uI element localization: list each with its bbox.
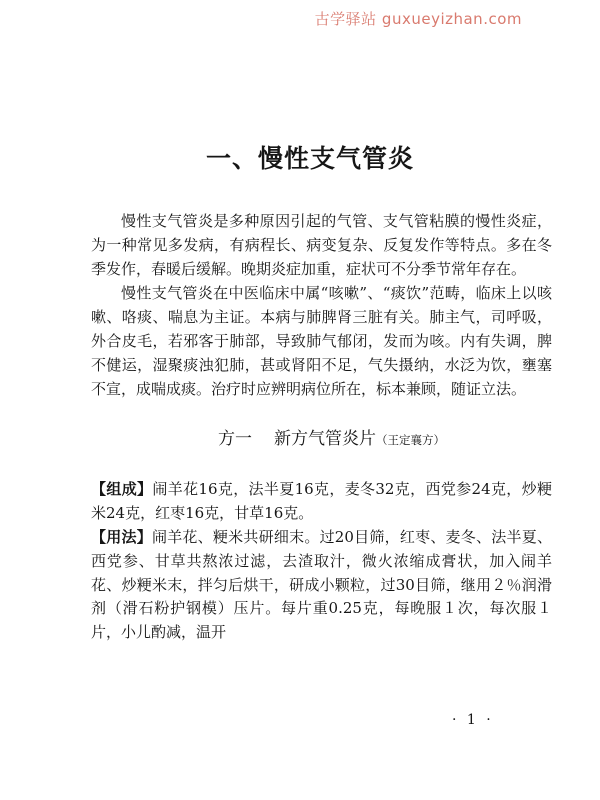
intro-paragraph: 慢性支气管炎是多种原因引起的气管、支气管粘膜的慢性炎症，为一种常见多发病，有病程长、病变复杂、反复发作等特点。多在冬季发作，春暖后缓解。晚期炎症加重，症状可不分季节常年存在。 xyxy=(91,212,552,278)
chapter-title: 一、慢性支气管炎 xyxy=(205,144,414,173)
page-body xyxy=(91,210,552,645)
tcm-paragraph: 慢性支气管炎在中医临床中属“咳嗽”、“痰饮”范畴，临床上以咳嗽、咯痰、喘息为主证。本病与肺脾肾三脏有关。肺主气，司呼吸，外合皮毛，若邪客于肺部，导致肺气郁闭，发而为咳。内有失调，脾不健运，湿聚痰浊犯肺，甚或肾阳不足，气失摄纳，水泛为饮，壅塞不宣，成喘成痰。治疗时应辨明病位所在，标本兼顾，随证立法。 xyxy=(91,284,552,398)
formula-name: 新方气管炎片 xyxy=(274,429,376,450)
formula-number: 方一 xyxy=(218,429,252,450)
composition-paragraph xyxy=(91,478,552,526)
formula-source: （王定襄方） xyxy=(376,433,445,448)
watermark-text: 古学驿站 guxueyizhan.com xyxy=(314,10,522,28)
page-number: · 1 · xyxy=(452,712,494,728)
usage-text: 闹羊花、粳米共研细末。过20目筛，红枣、麦冬、法半夏、西党参、甘草共熬浓过滤，去渣取汁，微火浓缩成膏状，加入闹羊花、炒粳米末，拌匀后烘干，研成小颗粒，过30目筛，继用２％润滑剂（滑石粉护钢模）压片。每片重0.25克，每晚服１次，每次服１片，小儿酌减，温开 xyxy=(91,527,552,642)
composition-label: 【组成】 xyxy=(91,480,153,499)
composition-text: 闹羊花16克，法半夏16克，麦冬32克，西党参24克，炒粳米24克，红枣16克，甘草16克。 xyxy=(91,480,552,523)
formula-heading xyxy=(91,427,552,452)
usage-label: 【用法】 xyxy=(91,527,152,546)
usage-paragraph xyxy=(91,526,552,645)
